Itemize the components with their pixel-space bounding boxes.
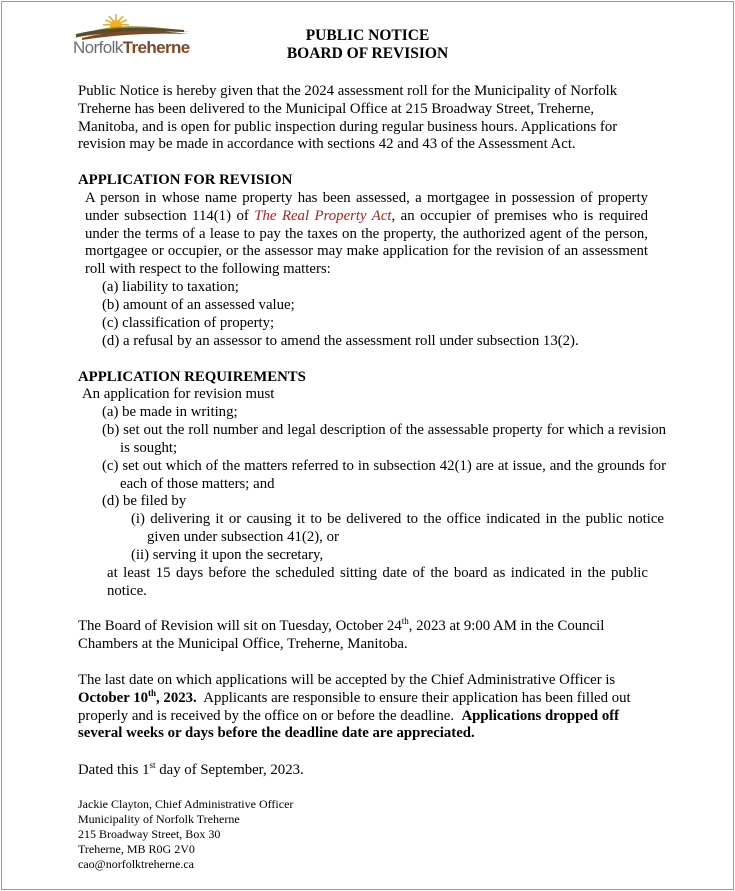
sitting-text-start: The Board of Revision will sit on Tuesday, October 24: [78, 618, 402, 634]
deadline-text-start: The last date on which applications will be accepted by the Chief Administrative Officer is: [78, 672, 616, 688]
revision-body: [85, 190, 648, 279]
requirements-heading: APPLICATION REQUIREMENTS: [78, 369, 306, 385]
dated-line: [78, 762, 304, 780]
deadline-date-year: , 2023.: [156, 689, 197, 706]
revision-item-c: (c) classification of property;: [102, 315, 275, 331]
signature-email: cao@norfolktreherne.ca: [78, 857, 194, 871]
deadline-date-day: October 10: [78, 689, 148, 706]
notice-title: PUBLIC NOTICE: [305, 27, 430, 44]
intro-paragraph: Public Notice is hereby given that the 2024 assessment roll for the Municipality of Norfolk Treherne has been delivered to the Municipal Office at 215 Broadway Street, Treherne, Manitoba, and is open for public inspection during regular business hours. Applications for revision may be made in accordance with sections 42 and 43 of the Assessment Act.: [78, 83, 618, 153]
sitting-paragraph: [78, 618, 643, 654]
sitting-text-end: , 2023 at 9:00 AM in the Council Chambers at the Municipal Office, Treherne, Manitoba.: [78, 618, 605, 652]
real-property-act-link: The Real Property Act: [254, 207, 392, 224]
requirement-d-ii: (ii) serving it upon the secretary,: [131, 547, 324, 563]
logo-wordmark: [73, 38, 190, 58]
requirements-lead: An application for revision must: [82, 386, 275, 402]
logo-text-treherne: Treherne: [122, 38, 190, 57]
requirement-d: (d) be filed by: [102, 493, 187, 509]
sitting-date-suffix: th: [401, 616, 409, 627]
dated-suffix: st: [149, 760, 156, 771]
requirement-c: (c) set out which of the matters referred to in subsection 42(1) are at issue, and the grounds for each of those matters; and: [102, 458, 666, 492]
revision-item-a: (a) liability to taxation;: [102, 279, 239, 295]
requirement-b: (b) set out the roll number and legal description of the assessable property for which a revision is sought;: [102, 422, 666, 456]
requirement-a: (a) be made in writing;: [102, 404, 238, 420]
revision-heading: APPLICATION FOR REVISION: [78, 172, 293, 188]
deadline-appreciation: Applications dropped off several weeks or days before the deadline date are appreciated.: [78, 707, 620, 742]
revision-item-d: (d) a refusal by an assessor to amend the assessment roll under subsection 13(2).: [102, 333, 579, 349]
signature-city: Treherne, MB R0G 2V0: [78, 842, 195, 856]
revision-body-end: , an occupier of premises who is required under the terms of a lease to pay the taxes on the property, the authorized agent of the person, mortgagee or occupier, or the assessor may make application for the revision of an assessment roll with respect to the following matters:: [85, 207, 648, 278]
signature-street: 215 Broadway Street, Box 30: [78, 827, 221, 841]
revision-item-b: (b) amount of an assessed value;: [102, 297, 295, 313]
dated-text-end: day of September, 2023.: [155, 762, 304, 778]
dated-text-start: Dated this 1: [78, 762, 150, 778]
logo-text-norfolk: Norfolk: [73, 38, 123, 57]
revision-body-start: A person in whose name property has been assessed, a mortgagee in possession of property under subsection 114(1) of: [85, 190, 648, 224]
deadline-date-suffix: th: [148, 687, 157, 698]
deadline-text-middle: Applicants are responsible to ensure their application has been filled out properly and is received by the office on or before the deadline.: [78, 689, 635, 724]
signature-municipality: Municipality of Norfolk Treherne: [78, 812, 240, 826]
deadline-date: [78, 687, 197, 706]
notice-subtitle: BOARD OF REVISION: [286, 45, 449, 62]
deadline-paragraph: [78, 672, 653, 743]
requirement-d-i: (i) delivering it or causing it to be delivered to the office indicated in the public notice given under subsection 41(2), or: [131, 511, 664, 545]
requirements-tail: at least 15 days before the scheduled sitting date of the board as indicated in the public notice.: [107, 565, 648, 599]
signature-name: Jackie Clayton, Chief Administrative Officer: [78, 797, 294, 811]
